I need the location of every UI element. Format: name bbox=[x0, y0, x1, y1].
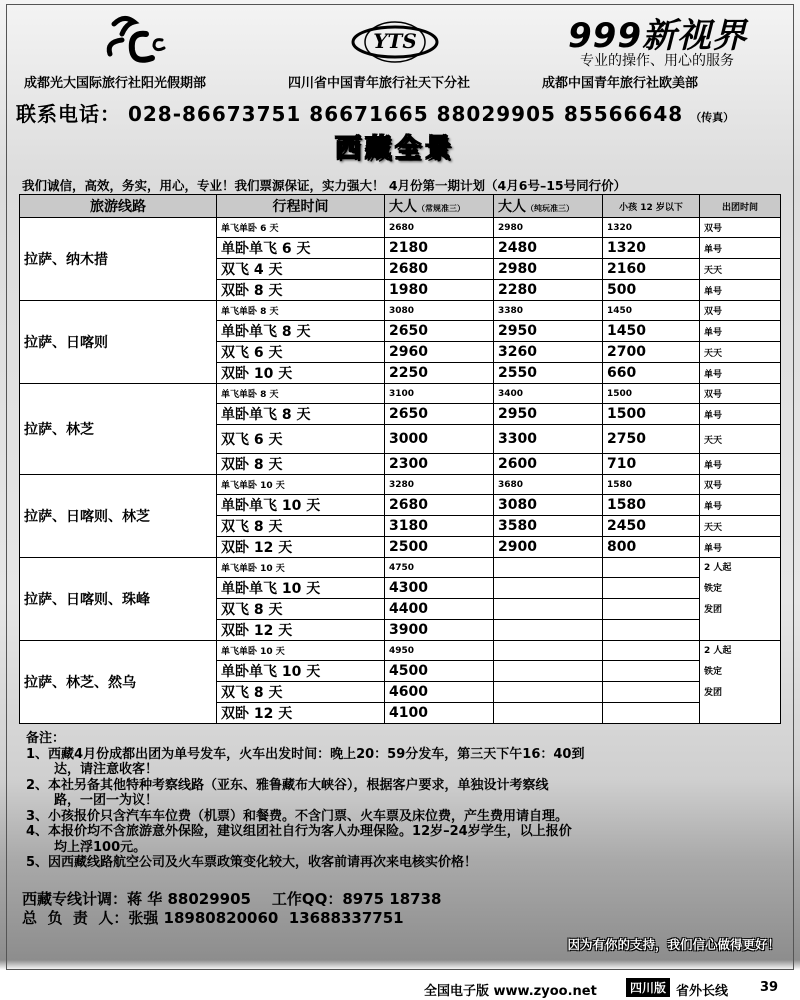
price-adult-pure: 2950 bbox=[494, 404, 603, 425]
thanks-line: 因为有你的支持，我们信心做得更好！ bbox=[567, 937, 780, 952]
departure-line: 发团 bbox=[704, 688, 723, 698]
price-child bbox=[603, 703, 700, 724]
price-adult-std: 3100 bbox=[385, 384, 494, 404]
price-adult-std: 2650 bbox=[385, 321, 494, 342]
price-child bbox=[603, 599, 700, 620]
departure-cell: 天天 bbox=[700, 259, 781, 280]
sunshine-logo bbox=[100, 10, 170, 70]
itinerary-cell: 单飞单卧 8 天 bbox=[217, 301, 385, 321]
itinerary-cell: 单飞单卧 10 天 bbox=[217, 558, 385, 578]
departure-cell: 双号 bbox=[700, 475, 781, 495]
price-adult-std: 3280 bbox=[385, 475, 494, 495]
itinerary-cell: 双飞 4 天 bbox=[217, 259, 385, 280]
price-adult-std: 2300 bbox=[385, 454, 494, 475]
price-adult-std: 3180 bbox=[385, 516, 494, 537]
table-body bbox=[20, 218, 781, 724]
departure-line: 铁定 bbox=[704, 667, 723, 677]
agency-1: 成都光大国际旅行社阳光假期部 bbox=[24, 76, 207, 91]
price-adult-pure: 3400 bbox=[494, 384, 603, 404]
itinerary-cell: 单卧单飞 10 天 bbox=[217, 578, 385, 599]
route-name: 拉萨、纳木措 bbox=[20, 218, 217, 301]
price-adult-std: 3000 bbox=[385, 425, 494, 454]
table-row bbox=[20, 558, 781, 578]
price-adult-std: 4750 bbox=[385, 558, 494, 578]
header-adult-pure: 大人（纯玩准三） bbox=[494, 195, 603, 218]
contact-line-1: 西藏专线计调：蒋 华 88029905 工作QQ：8975 18738 bbox=[22, 890, 442, 908]
price-adult-std: 4600 bbox=[385, 682, 494, 703]
table-row bbox=[20, 475, 781, 495]
contact-line-2: 总 负 责 人：张强 18980820060 13688337751 bbox=[22, 909, 404, 927]
departure-line: 2 人起 bbox=[704, 563, 732, 573]
itinerary-cell: 双卧 8 天 bbox=[217, 454, 385, 475]
999-logo-tagline: 专业的操作、用心的服务 bbox=[580, 53, 734, 69]
price-adult-std: 4400 bbox=[385, 599, 494, 620]
note-2-cont: 路，一团一为议！ bbox=[54, 793, 159, 808]
price-adult-std: 4500 bbox=[385, 661, 494, 682]
itinerary-cell: 单飞单卧 6 天 bbox=[217, 218, 385, 238]
note-1-cont: 达，请注意收客！ bbox=[54, 762, 159, 777]
agency-3: 成都中国青年旅行社欧美部 bbox=[542, 76, 699, 91]
price-child bbox=[603, 578, 700, 599]
price-adult-std: 4300 bbox=[385, 578, 494, 599]
price-adult-pure: 2280 bbox=[494, 280, 603, 301]
note-2: 2、本社另备其他特种考察线路（亚东、雅鲁藏布大峡谷），根据客户要求，单独设计考察线 bbox=[26, 777, 549, 793]
table-row bbox=[20, 301, 781, 321]
price-child: 1500 bbox=[603, 404, 700, 425]
itinerary-cell: 单飞单卧 8 天 bbox=[217, 384, 385, 404]
table-row bbox=[20, 641, 781, 661]
fax-note: （传真） bbox=[690, 111, 735, 124]
route-name: 拉萨、日喀则 bbox=[20, 301, 217, 384]
price-adult-std: 1980 bbox=[385, 280, 494, 301]
route-name: 拉萨、日喀则、林芝 bbox=[20, 475, 217, 558]
contacts bbox=[22, 890, 442, 928]
price-adult-pure: 2550 bbox=[494, 363, 603, 384]
header-adult-std: 大人（常规准三） bbox=[385, 195, 494, 218]
header-child: 小孩 12 岁以下 bbox=[603, 195, 700, 218]
price-child: 1450 bbox=[603, 301, 700, 321]
header-departure: 出团时间 bbox=[700, 195, 781, 218]
price-adult-pure: 3580 bbox=[494, 516, 603, 537]
price-adult-std: 2960 bbox=[385, 342, 494, 363]
price-adult-pure bbox=[494, 661, 603, 682]
itinerary-cell: 单飞单卧 10 天 bbox=[217, 641, 385, 661]
departure-line: 铁定 bbox=[704, 584, 723, 594]
itinerary-cell: 双卧 12 天 bbox=[217, 620, 385, 641]
itinerary-cell: 双飞 8 天 bbox=[217, 516, 385, 537]
svg-text:YTS: YTS bbox=[373, 29, 417, 53]
agency-row bbox=[0, 72, 800, 94]
price-adult-std: 3900 bbox=[385, 620, 494, 641]
notes-title: 备注： bbox=[26, 731, 66, 746]
header-itinerary: 行程时间 bbox=[217, 195, 385, 218]
departure-merged bbox=[700, 558, 781, 641]
itinerary-cell: 双卧 8 天 bbox=[217, 280, 385, 301]
departure-cell: 单号 bbox=[700, 495, 781, 516]
departure-cell: 双号 bbox=[700, 301, 781, 321]
price-adult-pure bbox=[494, 578, 603, 599]
itinerary-cell: 双飞 8 天 bbox=[217, 682, 385, 703]
table-header-row bbox=[20, 195, 781, 218]
price-child: 2450 bbox=[603, 516, 700, 537]
itinerary-cell: 双飞 8 天 bbox=[217, 599, 385, 620]
price-child bbox=[603, 661, 700, 682]
footer bbox=[0, 972, 800, 1000]
price-child: 660 bbox=[603, 363, 700, 384]
itinerary-cell: 双卧 12 天 bbox=[217, 537, 385, 558]
price-adult-pure bbox=[494, 703, 603, 724]
price-adult-pure bbox=[494, 558, 603, 578]
price-child: 710 bbox=[603, 454, 700, 475]
route-name: 拉萨、日喀则、珠峰 bbox=[20, 558, 217, 641]
price-child: 1320 bbox=[603, 218, 700, 238]
itinerary-cell: 单卧单飞 6 天 bbox=[217, 238, 385, 259]
note-1: 1、西藏4月份成都出团为单号发车，火车出发时间：晚上20：59分发车，第三天下午16：40到 bbox=[26, 746, 585, 762]
price-child bbox=[603, 620, 700, 641]
price-adult-pure: 3680 bbox=[494, 475, 603, 495]
price-adult-std: 2680 bbox=[385, 259, 494, 280]
itinerary-cell: 单卧单飞 10 天 bbox=[217, 661, 385, 682]
price-adult-std: 2500 bbox=[385, 537, 494, 558]
price-adult-pure: 2980 bbox=[494, 218, 603, 238]
departure-cell: 单号 bbox=[700, 321, 781, 342]
price-child: 1320 bbox=[603, 238, 700, 259]
table-row bbox=[20, 384, 781, 404]
departure-merged bbox=[700, 641, 781, 724]
price-adult-std: 2650 bbox=[385, 404, 494, 425]
price-child: 1580 bbox=[603, 475, 700, 495]
note-5: 5、因西藏线路航空公司及火车票政策变化较大，收客前请再次来电核实价格！ bbox=[26, 855, 478, 870]
phone-label: 联系电话： bbox=[16, 102, 121, 126]
price-adult-pure: 2480 bbox=[494, 238, 603, 259]
price-adult-pure: 2980 bbox=[494, 259, 603, 280]
departure-cell: 双号 bbox=[700, 218, 781, 238]
price-adult-pure bbox=[494, 641, 603, 661]
departure-cell: 单号 bbox=[700, 363, 781, 384]
price-child: 2700 bbox=[603, 342, 700, 363]
price-child: 2160 bbox=[603, 259, 700, 280]
departure-cell: 单号 bbox=[700, 537, 781, 558]
price-adult-pure bbox=[494, 682, 603, 703]
price-adult-pure bbox=[494, 620, 603, 641]
footer-site[interactable]: 全国电子版 www.zyoo.net bbox=[424, 984, 597, 999]
price-adult-pure: 3260 bbox=[494, 342, 603, 363]
price-adult-std: 2680 bbox=[385, 495, 494, 516]
departure-cell: 单号 bbox=[700, 280, 781, 301]
price-child: 500 bbox=[603, 280, 700, 301]
price-adult-std: 2180 bbox=[385, 238, 494, 259]
agency-2: 四川省中国青年旅行社天下分社 bbox=[288, 76, 471, 91]
note-3: 3、小孩报价只含汽车车位费（机票）和餐费。不含门票、火车票及床位费，产生费用请自理。 bbox=[26, 808, 569, 824]
page-title: 西藏全景 bbox=[334, 134, 455, 164]
price-child: 2750 bbox=[603, 425, 700, 454]
price-child: 1450 bbox=[603, 321, 700, 342]
itinerary-cell: 单飞单卧 10 天 bbox=[217, 475, 385, 495]
price-adult-std: 2250 bbox=[385, 363, 494, 384]
phone-numbers: 028-86673751 86671665 88029905 85566648 bbox=[127, 102, 684, 126]
price-table bbox=[19, 194, 781, 724]
price-adult-pure bbox=[494, 599, 603, 620]
price-child: 800 bbox=[603, 537, 700, 558]
notes bbox=[26, 731, 766, 871]
departure-cell: 天天 bbox=[700, 342, 781, 363]
price-child bbox=[603, 682, 700, 703]
contact-phone bbox=[16, 98, 734, 127]
price-child bbox=[603, 558, 700, 578]
price-adult-std: 4950 bbox=[385, 641, 494, 661]
departure-line: 2 人起 bbox=[704, 646, 732, 656]
price-child: 1580 bbox=[603, 495, 700, 516]
note-4-cont: 均上浮100元。 bbox=[54, 839, 147, 855]
itinerary-cell: 单卧单飞 10 天 bbox=[217, 495, 385, 516]
footer-section: 省外长线 bbox=[676, 984, 729, 999]
itinerary-cell: 双飞 6 天 bbox=[217, 342, 385, 363]
price-adult-std: 4100 bbox=[385, 703, 494, 724]
price-adult-pure: 3380 bbox=[494, 301, 603, 321]
yts-logo bbox=[350, 20, 440, 70]
price-adult-pure: 2600 bbox=[494, 454, 603, 475]
price-adult-pure: 2900 bbox=[494, 537, 603, 558]
999-logo-text: 999新视界 bbox=[568, 16, 747, 56]
price-child: 1500 bbox=[603, 384, 700, 404]
route-name: 拉萨、林芝 bbox=[20, 384, 217, 475]
departure-cell: 天天 bbox=[700, 516, 781, 537]
price-child bbox=[603, 641, 700, 661]
departure-cell: 单号 bbox=[700, 454, 781, 475]
route-name: 拉萨、林芝、然乌 bbox=[20, 641, 217, 724]
itinerary-cell: 双卧 10 天 bbox=[217, 363, 385, 384]
price-adult-std: 2680 bbox=[385, 218, 494, 238]
departure-cell: 单号 bbox=[700, 404, 781, 425]
slogan: 我们诚信，高效，务实，用心，专业！我们票源保证，实力强大！ 4月份第一期计划（4月6号–15号同行价） bbox=[22, 178, 627, 193]
table-row bbox=[20, 218, 781, 238]
footer-badge: 四川版 bbox=[626, 978, 670, 997]
itinerary-cell: 单卧单飞 8 天 bbox=[217, 404, 385, 425]
page-number: 39 bbox=[760, 980, 779, 995]
itinerary-cell: 单卧单飞 8 天 bbox=[217, 321, 385, 342]
departure-cell: 单号 bbox=[700, 238, 781, 259]
itinerary-cell: 双飞 6 天 bbox=[217, 425, 385, 454]
999-logo bbox=[560, 8, 780, 70]
price-adult-pure: 3080 bbox=[494, 495, 603, 516]
header-route: 旅游线路 bbox=[20, 195, 217, 218]
departure-cell: 天天 bbox=[700, 425, 781, 454]
price-adult-pure: 3300 bbox=[494, 425, 603, 454]
note-4: 4、本报价均不含旅游意外保险，建议组团社自行为客人办理保险。12岁–24岁学生，以上报价 bbox=[26, 824, 572, 839]
price-adult-pure: 2950 bbox=[494, 321, 603, 342]
price-adult-std: 3080 bbox=[385, 301, 494, 321]
itinerary-cell: 双卧 12 天 bbox=[217, 703, 385, 724]
departure-cell: 双号 bbox=[700, 384, 781, 404]
departure-line: 发团 bbox=[704, 605, 723, 615]
